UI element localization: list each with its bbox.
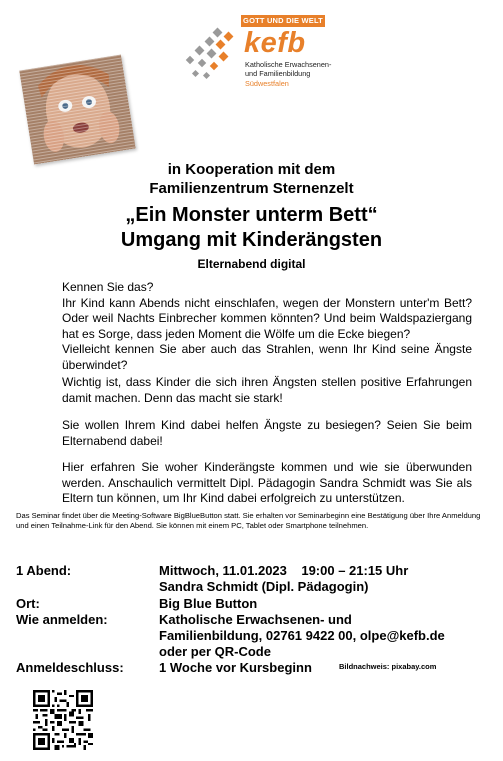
invitation-paragraph bbox=[62, 418, 472, 449]
cooperation-line: in Kooperation mit dem bbox=[167, 161, 336, 178]
content-text: Hier erfahren Sie woher Kinderängste kommen und wie sie überwunden werden. Anschaulich vermittelt Dipl. Pädagogin Sandra Schmidt was Sie als Eltern tun können, um Ihr Kind dabei erfolgreich zu unterstützen. bbox=[62, 460, 472, 506]
org-name-line1: Katholische Erwachsenen- bbox=[245, 60, 332, 69]
org-name-line2: und Familienbildung bbox=[245, 69, 311, 78]
intro-paragraph bbox=[62, 280, 472, 374]
registration-org: Katholische Erwachsenen- und bbox=[159, 612, 352, 627]
date-label: 1 Abend: bbox=[16, 563, 72, 578]
content-paragraph bbox=[62, 460, 472, 507]
importance-text: Wichtig ist, dass Kinder die sich ihren Ängsten stellen positive Erfahrungen damit machen. Denn das macht sie stark! bbox=[62, 375, 472, 405]
scared-child-photo bbox=[19, 55, 136, 165]
importance-paragraph bbox=[62, 375, 472, 406]
registration-contact[interactable]: Familienbildung, 02761 9422 00, olpe@kefb.de bbox=[159, 628, 445, 643]
event-subtitle-title: Umgang mit Kinderängsten bbox=[120, 229, 383, 251]
event-format: Elternabend digital bbox=[197, 257, 306, 271]
partner-name: Familienzentrum Sternenzelt bbox=[149, 180, 354, 197]
speaker-value: Sandra Schmidt (Dipl. Pädagogin) bbox=[159, 579, 369, 594]
intro-text: Kennen Sie das? Ihr Kind kann Abends nicht einschlafen, wegen der Monstern unter'm Bett? Oder weil Nachts Einbrecher kommen könnten? Und beim Waldspaziergang hat es Sorge, dass jeden Moment die Wölfe um die Ecke biegen? Vielleicht kennen Sie aber auch das Strahlen, wenn Ihr Kind seine Ängste überwindet? bbox=[62, 280, 472, 372]
date-value: Mittwoch, 11.01.2023 19:00 – 21:15 Uhr bbox=[159, 563, 409, 578]
registration-qr-code[interactable] bbox=[33, 690, 93, 750]
registration-qr-hint: oder per QR-Code bbox=[159, 644, 271, 659]
invitation-text: Sie wollen Ihrem Kind dabei helfen Ängste zu besiegen? Seien Sie beim Elternabend dabei! bbox=[62, 418, 472, 448]
event-title: „Ein Monster unterm Bett“ bbox=[125, 204, 378, 226]
deadline-value: 1 Woche vor Kursbeginn bbox=[159, 660, 312, 675]
image-credit: Bildnachweis: pixabay.com bbox=[339, 662, 437, 671]
gott-und-die-welt-badge: GOTT UND DIE WELT bbox=[241, 15, 325, 27]
software-note: Das Seminar findet über die Meeting-Software BigBlueButton statt. Sie erhalten vor Seminarbeginn eine Bestätigung über Ihre Anmeldung und einen Teilnahme-Link für den Abend. Sie können mit einem PC, Tablet oder Smartphone teilnehmen. bbox=[16, 511, 481, 531]
deadline-label: Anmeldeschluss: bbox=[16, 660, 124, 675]
org-region: Südwestfalen bbox=[245, 79, 289, 88]
kefb-logo-dots bbox=[184, 27, 244, 85]
location-value: Big Blue Button bbox=[159, 596, 258, 611]
location-label: Ort: bbox=[16, 596, 40, 611]
registration-label: Wie anmelden: bbox=[16, 612, 108, 627]
kefb-logo-word: kefb bbox=[244, 27, 306, 59]
